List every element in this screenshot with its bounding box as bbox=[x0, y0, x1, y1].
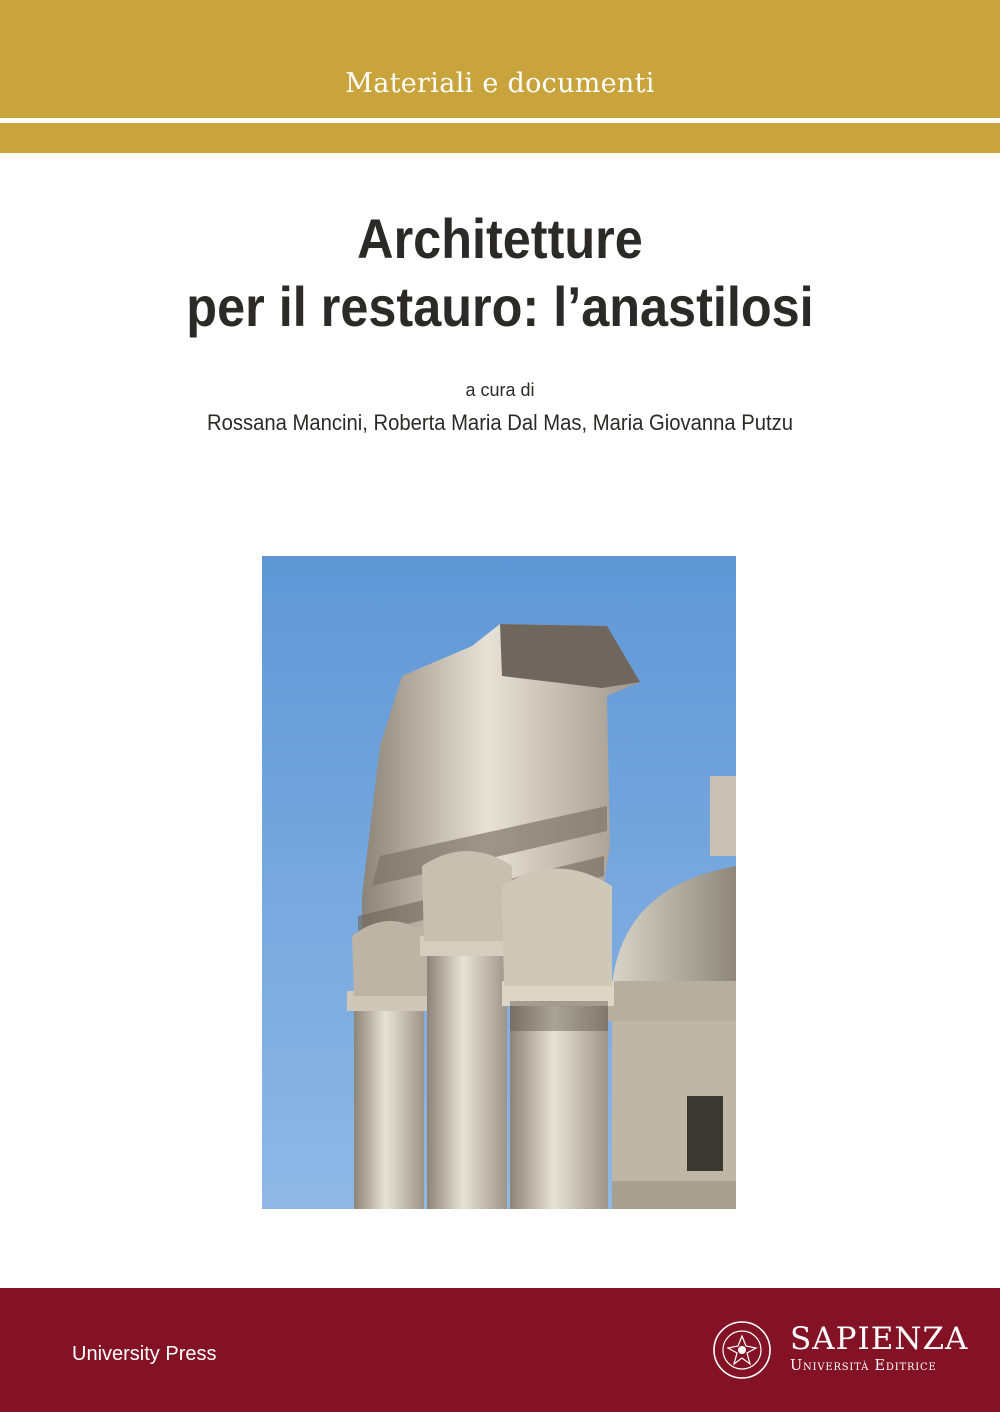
sapienza-logo bbox=[790, 1322, 968, 1374]
series-title: Materiali e documenti bbox=[345, 68, 655, 99]
brand-subtitle: Università Editrice bbox=[790, 1358, 937, 1374]
series-band bbox=[0, 0, 1000, 118]
university-press-label: University Press bbox=[72, 1343, 217, 1365]
cover-photo bbox=[262, 556, 736, 1209]
brand-name: SAPIENZA bbox=[790, 1321, 969, 1357]
book-title bbox=[50, 205, 950, 341]
book-title-line-2: per il restauro: l’anastilosi bbox=[186, 275, 814, 338]
curatela-label: a cura di bbox=[465, 380, 535, 400]
sapienza-seal-icon bbox=[712, 1318, 772, 1382]
book-title-line-1: Architetture bbox=[357, 207, 643, 270]
editors: Rossana Mancini, Roberta Maria Dal Mas, Maria Giovanna Putzu bbox=[206, 410, 794, 435]
series-band-stripe bbox=[0, 123, 1000, 153]
